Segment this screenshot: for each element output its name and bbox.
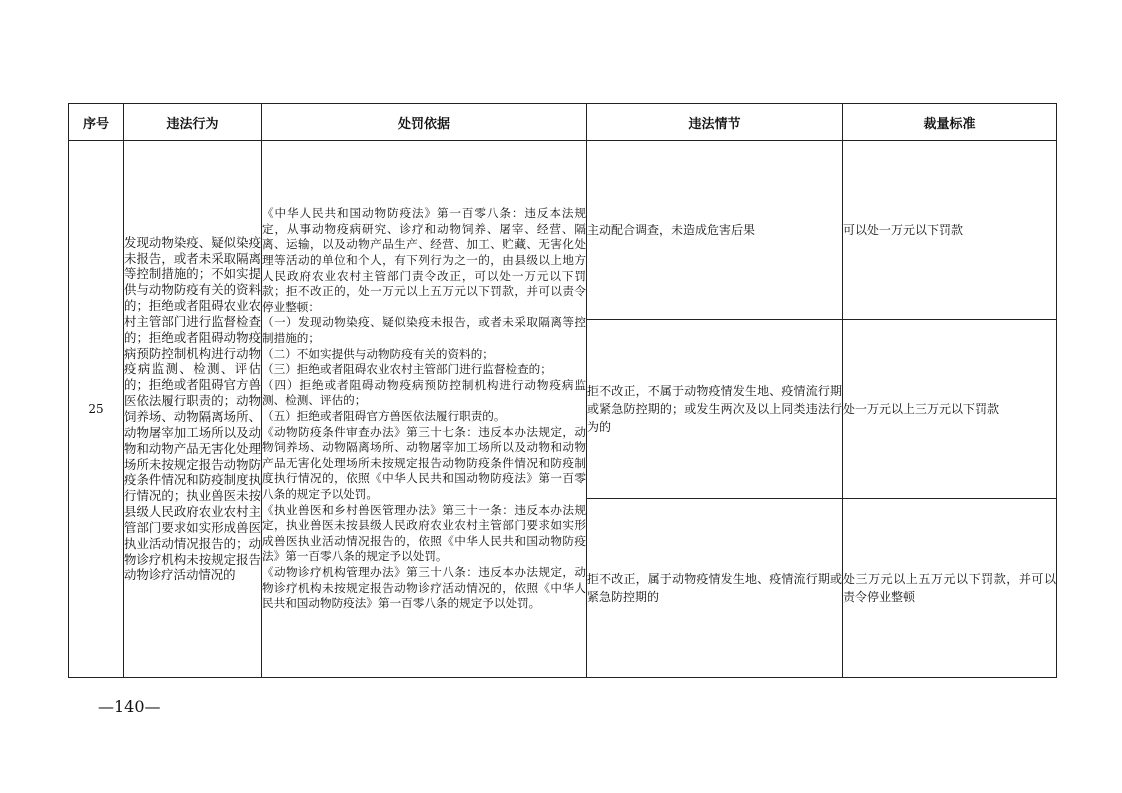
circumstance-tier-2: 拒不改正，不属于动物疫情发生地、疫情流行期或紧急防控期的；或发生两次及以上同类违法行为的 [587, 320, 843, 499]
header-violation-circumstance: 违法情节 [587, 104, 843, 141]
standard-tier-3: 处三万元以上五万元以下罚款，并可以责令停业整顿 [843, 499, 1057, 678]
table-row [69, 141, 1057, 320]
header-penalty-basis: 处罚依据 [262, 104, 587, 141]
standard-tier-2: 处一万元以上三万元以下罚款 [843, 320, 1057, 499]
header-discretion-standard: 裁量标准 [843, 104, 1057, 141]
standard-tier-1: 可以处一万元以下罚款 [843, 141, 1057, 320]
penalty-basis-cell: 《中华人民共和国动物防疫法》第一百零八条：违反本法规定，从事动物疫病研究、诊疗和动物饲养、屠宰、经营、隔离、运输，以及动物产品生产、经营、加工、贮藏、无害化处理等活动的单位和个人，有下列行为之一的，由县级以上地方人民政府农业农村主管部门责令改正，可以处一万元以下罚款；拒不改正的，处一万元以上五万元以下罚款，并可以责令停业整顿： （一）发现动物染疫、疑似染疫未报告，或者未采取隔离等控制措施的； （二）不如实提供与动物防疫有关的资料的； （三）拒绝或者阻碍农业农村主管部门进行监督检查的； （四）拒绝或者阻碍动物疫病预防控制机构进行动物疫病监测、检测、评估的； （五）拒绝或者阻碍官方兽医依法履行职责的。 《动物防疫条件审查办法》第三十七条：违反本办法规定，动物饲养场、动物隔离场所、动物屠宰加工场所以及动物和动物产品无害化处理场所未按规定报告动物防疫条件情况和防疫制度执行情况的，依照《中华人民共和国动物防疫法》第一百零八条的规定予以处罚。 《执业兽医和乡村兽医管理办法》第三十一条：违反本办法规定，执业兽医未按县级人民政府农业农村主管部门要求如实形成兽医执业活动情况报告的，依照《中华人民共和国动物防疫法》第一百零八条的规定予以处罚。 《动物诊疗机构管理办法》第三十八条：违反本办法规定，动物诊疗机构未按规定报告动物诊疗活动情况的，依照《中华人民共和国动物防疫法》第一百零八条的规定予以处罚。 [262, 141, 587, 678]
row-serial-number: 25 [69, 141, 124, 678]
header-serial-number: 序号 [69, 104, 124, 141]
circumstance-tier-3: 拒不改正，属于动物疫情发生地、疫情流行期或紧急防控期的 [587, 499, 843, 678]
header-violation-behavior: 违法行为 [124, 104, 262, 141]
table-header-row [69, 104, 1057, 141]
page-number: —140— [98, 697, 161, 716]
penalty-discretion-table [68, 103, 1057, 678]
violation-behavior-cell: 发现动物染疫、疑似染疫未报告，或者未采取隔离等控制措施的；不如实提供与动物防疫有关的资料的；拒绝或者阻碍农业农村主管部门进行监督检查的；拒绝或者阻碍动物疫病预防控制机构进行动物疫病监测、检测、评估的；拒绝或者阻碍官方兽医依法履行职责的；动物饲养场、动物隔离场所、动物屠宰加工场所以及动物和动物产品无害化处理场所未按规定报告动物防疫条件情况和防疫制度执行情况的；执业兽医未按县级人民政府农业农村主管部门要求如实形成兽医执业活动情况报告的；动物诊疗机构未按规定报告动物诊疗活动情况的 [124, 141, 262, 678]
circumstance-tier-1: 主动配合调查，未造成危害后果 [587, 141, 843, 320]
